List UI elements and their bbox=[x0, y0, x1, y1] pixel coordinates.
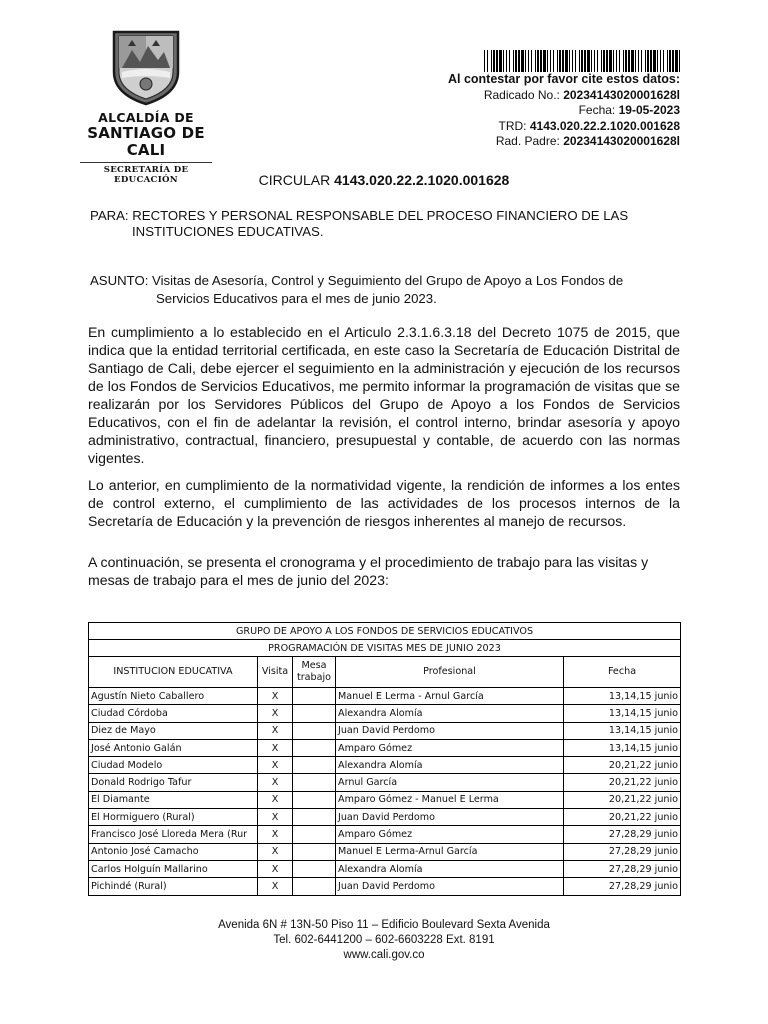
table-row bbox=[89, 791, 681, 808]
cell-institucion: Francisco José Lloreda Mera (Rur bbox=[89, 826, 258, 843]
body-paragraph-2: Lo anterior, en cumplimiento de la normatividad vigente, la rendición de informes a los entes de control externo, el cumplimiento de las actividades de los procesos internos de la Secretaría de Educación y la prevención de riesgos inherentes al manejo de recursos. bbox=[88, 477, 680, 529]
radicado-line bbox=[448, 88, 680, 104]
cell-fecha: 13,14,15 junio bbox=[564, 739, 681, 756]
cell-profesional: Juan David Perdomo bbox=[336, 722, 564, 739]
cell-fecha: 27,28,29 junio bbox=[564, 843, 681, 860]
radicado-label: Radicado No.: bbox=[483, 87, 560, 102]
table-title-row bbox=[89, 623, 681, 640]
cell-mesa-trabajo bbox=[293, 774, 336, 791]
header-profesional: Profesional bbox=[336, 657, 564, 688]
cell-fecha: 27,28,29 junio bbox=[564, 878, 681, 895]
radicado-value: 20234143020001628l bbox=[563, 87, 680, 102]
asunto-section bbox=[90, 272, 680, 308]
logo-line-3: SECRETARÍA DE EDUCACIÓN bbox=[103, 165, 189, 185]
cell-profesional: Alexandra Alomía bbox=[336, 705, 564, 722]
cell-mesa-trabajo bbox=[293, 826, 336, 843]
para-line-1: PARA: RECTORES Y PERSONAL RESPONSABLE DEL PROCESO FINANCIERO DE LAS bbox=[90, 208, 629, 223]
para-section bbox=[90, 208, 680, 240]
body-paragraph-3: A continuación, se presenta el cronograma y el procedimiento de trabajo para las visitas y mesas de trabajo para el mes de junio del 2023: bbox=[88, 554, 649, 588]
cell-fecha: 20,21,22 junio bbox=[564, 809, 681, 826]
cell-institucion: Antonio José Camacho bbox=[89, 843, 258, 860]
cell-institucion: Agustín Nieto Caballero bbox=[89, 688, 258, 705]
table-row bbox=[89, 843, 681, 860]
radicado-lead: Al contestar por favor cite estos datos: bbox=[447, 72, 680, 86]
footer bbox=[0, 918, 768, 963]
cell-fecha: 20,21,22 junio bbox=[564, 757, 681, 774]
cell-institucion: El Hormiguero (Rural) bbox=[89, 809, 258, 826]
cell-institucion: Diez de Mayo bbox=[89, 722, 258, 739]
rad-padre-line bbox=[448, 134, 680, 150]
table-header-row bbox=[89, 657, 681, 688]
fecha-value: 19-05-2023 bbox=[618, 103, 680, 117]
cell-mesa-trabajo bbox=[293, 791, 336, 808]
table-row bbox=[89, 809, 681, 826]
cell-institucion: El Diamante bbox=[89, 791, 258, 808]
footer-website: www.cali.gov.co bbox=[343, 949, 425, 961]
header-institucion: INSTITUCION EDUCATIVA bbox=[89, 657, 258, 688]
cell-profesional: Amparo Gómez bbox=[336, 739, 564, 756]
coat-of-arms-icon bbox=[108, 28, 184, 106]
cell-mesa-trabajo bbox=[293, 843, 336, 860]
cell-visita: X bbox=[258, 860, 293, 877]
cell-visita: X bbox=[258, 878, 293, 895]
cell-visita: X bbox=[258, 722, 293, 739]
cell-institucion: Ciudad Modelo bbox=[89, 757, 258, 774]
cell-mesa-trabajo bbox=[293, 739, 336, 756]
table-row bbox=[89, 774, 681, 791]
para-line-2: INSTITUCIONES EDUCATIVAS. bbox=[132, 224, 324, 239]
logo-line-2: SANTIAGO DE CALI bbox=[87, 124, 205, 159]
table-row bbox=[89, 739, 681, 756]
trd-label: TRD: bbox=[498, 118, 527, 133]
table-row bbox=[89, 757, 681, 774]
footer-address: Avenida 6N # 13N-50 Piso 11 – Edificio Boulevard Sexta Avenida bbox=[218, 919, 550, 931]
body-paragraph-1: En cumplimiento a lo establecido en el Articulo 2.3.1.6.3.18 del Decreto 1075 de 2015, que indica que la entidad territorial certificada, en este caso la Secretaría de Educación Distrital de Santiago de Cali, debe ejercer el seguimiento en la administración y ejecución de los recursos de los Fondos de Servicios Educativos, me permito informar la programación de visitas que se realizarán por los Servidores Públicos del Grupo de Apoyo a los Fondos de Servicios Educativos, con el fin de adelantar la revisión, el control interno, brindar asesoría y apoyo administrativo, contractual, financiero, presupuestal y contable, de acuerdo con las normas vigentes. bbox=[88, 324, 680, 466]
table-title-2: PROGRAMACIÓN DE VISITAS MES DE JUNIO 2023 bbox=[89, 640, 681, 657]
logo-line-1: ALCALDÍA DE bbox=[98, 110, 194, 125]
cell-visita: X bbox=[258, 705, 293, 722]
cell-visita: X bbox=[258, 791, 293, 808]
fecha-label: Fecha: bbox=[578, 103, 616, 117]
logo-divider bbox=[80, 162, 212, 163]
fecha-line bbox=[448, 103, 680, 119]
trd-value: 4143.020.22.2.1020.001628 bbox=[529, 118, 680, 133]
cell-institucion: Pichindé (Rural) bbox=[89, 878, 258, 895]
cell-visita: X bbox=[258, 757, 293, 774]
cell-visita: X bbox=[258, 739, 293, 756]
cell-visita: X bbox=[258, 774, 293, 791]
cell-profesional: Alexandra Alomía bbox=[336, 860, 564, 877]
cell-visita: X bbox=[258, 843, 293, 860]
cell-visita: X bbox=[258, 688, 293, 705]
cell-mesa-trabajo bbox=[293, 688, 336, 705]
header-mesa-trabajo: Mesa trabajo bbox=[293, 657, 336, 688]
header-visita: Visita bbox=[258, 657, 293, 688]
cell-fecha: 20,21,22 junio bbox=[564, 774, 681, 791]
circular-number: 4143.020.22.2.1020.001628 bbox=[334, 172, 510, 188]
alcaldia-logo bbox=[76, 28, 216, 185]
cell-profesional: Juan David Perdomo bbox=[336, 809, 564, 826]
table-title-1: GRUPO DE APOYO A LOS FONDOS DE SERVICIOS EDUCATIVOS bbox=[89, 623, 681, 640]
cell-mesa-trabajo bbox=[293, 705, 336, 722]
cell-profesional: Amparo Gómez - Manuel E Lerma bbox=[336, 791, 564, 808]
schedule-table bbox=[88, 622, 681, 896]
header-fecha: Fecha bbox=[564, 657, 681, 688]
cell-profesional: Manuel E Lerma-Arnul García bbox=[336, 843, 564, 860]
table-row bbox=[89, 826, 681, 843]
table-row bbox=[89, 860, 681, 877]
cell-institucion: Donald Rodrigo Tafur bbox=[89, 774, 258, 791]
cell-mesa-trabajo bbox=[293, 878, 336, 895]
asunto-line-2: Servicios Educativos para el mes de junio 2023. bbox=[156, 291, 437, 306]
table-row bbox=[89, 722, 681, 739]
table-row bbox=[89, 705, 681, 722]
rad-padre-label: Rad. Padre: bbox=[495, 134, 560, 148]
table-row bbox=[89, 878, 681, 895]
cell-profesional: Amparo Gómez bbox=[336, 826, 564, 843]
table-title-row bbox=[89, 640, 681, 657]
cell-profesional: Arnul García bbox=[336, 774, 564, 791]
cell-fecha: 20,21,22 junio bbox=[564, 791, 681, 808]
cell-profesional: Manuel E Lerma - Arnul García bbox=[336, 688, 564, 705]
cell-fecha: 27,28,29 junio bbox=[564, 826, 681, 843]
rad-padre-value: 20234143020001628l bbox=[563, 134, 680, 148]
radicado-block bbox=[448, 72, 680, 150]
cell-fecha: 27,28,29 junio bbox=[564, 860, 681, 877]
circular-title bbox=[0, 172, 768, 188]
cell-mesa-trabajo bbox=[293, 722, 336, 739]
cell-mesa-trabajo bbox=[293, 860, 336, 877]
cell-fecha: 13,14,15 junio bbox=[564, 688, 681, 705]
cell-visita: X bbox=[258, 826, 293, 843]
cell-fecha: 13,14,15 junio bbox=[564, 705, 681, 722]
cell-mesa-trabajo bbox=[293, 809, 336, 826]
table-row bbox=[89, 688, 681, 705]
cell-mesa-trabajo bbox=[293, 757, 336, 774]
cell-institucion: José Antonio Galán bbox=[89, 739, 258, 756]
asunto-line-1: ASUNTO: Visitas de Asesoría, Control y Seguimiento del Grupo de Apoyo a Los Fondos de bbox=[90, 273, 624, 288]
circular-label: CIRCULAR bbox=[258, 172, 331, 188]
cell-institucion: Ciudad Córdoba bbox=[89, 705, 258, 722]
cell-visita: X bbox=[258, 809, 293, 826]
cell-fecha: 13,14,15 junio bbox=[564, 722, 681, 739]
trd-line bbox=[448, 119, 680, 135]
cell-profesional: Alexandra Alomía bbox=[336, 757, 564, 774]
footer-phone: Tel. 602-6441200 – 602-6603228 Ext. 8191 bbox=[273, 934, 495, 946]
cell-profesional: Juan David Perdomo bbox=[336, 878, 564, 895]
barcode-icon bbox=[484, 50, 680, 72]
cell-institucion: Carlos Holguín Mallarino bbox=[89, 860, 258, 877]
